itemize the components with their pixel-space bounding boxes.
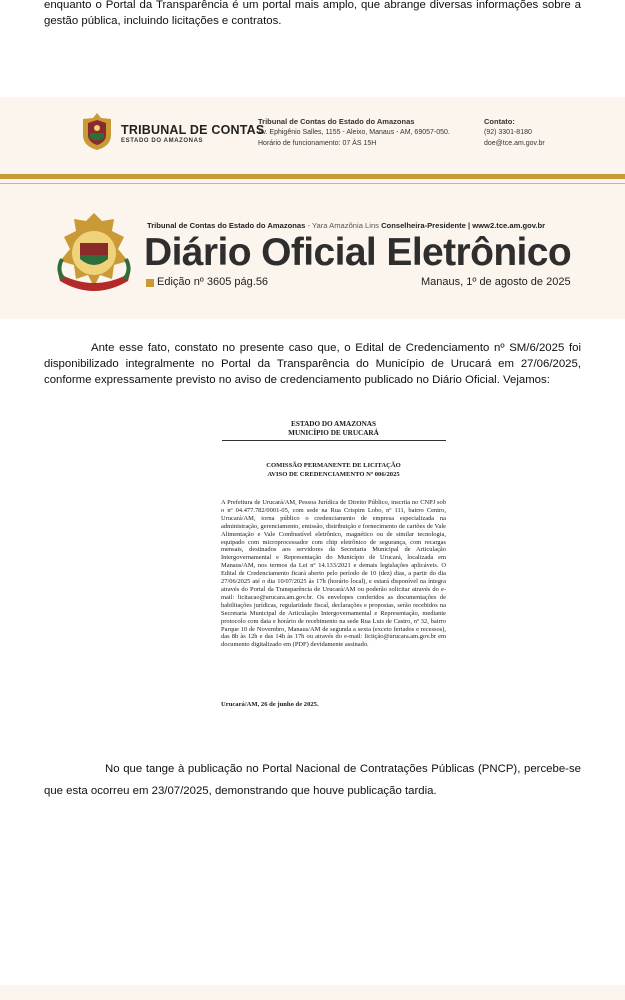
tce-crest-icon	[78, 111, 116, 151]
clipping-notice: AVISO DE CREDENCIAMENTO Nº 006/2025	[267, 470, 400, 478]
edition-date: Manaus, 1º de agosto de 2025	[421, 276, 571, 288]
gold-divider	[0, 174, 625, 179]
tce-subtitle: ESTADO DO AMAZONAS	[121, 138, 204, 144]
address-title: Tribunal de Contas do Estado do Amazonas	[258, 117, 415, 126]
clipping-municipality: MUNICÍPIO DE URUCARÁ	[288, 429, 379, 437]
meta-org: Tribunal de Contas do Estado do Amazonas	[147, 221, 306, 230]
opening-hours: Horário de funcionamento: 07 ÀS 15H	[258, 140, 377, 147]
clipping-signature: Urucará/AM, 26 de junho de 2025.	[221, 701, 319, 708]
contact-email: doe@tce.am.gov.br	[484, 140, 545, 147]
address-line: Av. Ephigênio Salles, 1155 - Aleixo, Manaus - AM, 69057-050.	[258, 129, 450, 136]
clipping-body: A Prefeitura de Urucará/AM, Pessoa Jurídica de Direito Público, inscrita no CNPJ sob o nº 04.477.782/0001-05, com sede na Rua Crispim Lobo, nº 111, bairro Centro, Urucará/AM, torna público o credenciamento de empresa especializada na administração, gerenciamento, emissão, distribuição e fornecimento de cartões de Vale Alimentação e Vale Combustível eletrônico, magnético ou de similar tecnologia, equipado com microprocessador com chip eletrônico de segurança, com recargas mensais, destinados aos servidores da Secretaria Municipal de Articulação Intergovernamental e Representação do Município de Urucará, localizada em Manaus/AM, nos termos da Lei nº 14.133/2021 e demais legislações aplicáveis. O Edital de Credenciamento ficará aberto pelo período de 10 (dez) dias, a partir do dia 27/06/2025 até o dia 10/07/2025 às 17h (horário local), e estará disponível na íntegra através do Portal da Transparência de Urucará/AM ou poderão solicitar através do e-mail: licitacao@urucara.am.gov.br. Os envelopes conferidos as documentações de habilitações jurídicas, regularidade fiscal, declarações e propostas, serão recebidos na Secretaria Municipal de Articulação Intergovernamental e Representação, mediante protocolo com data e horário de recebimento na sede Rua Luis de Castro, nº 32, bairro Parque 10 de Novembro, Manaus/AM de segunda a sexta (exceto feriados e recessos), das 8h às 12h e das 14h às 17h ou através do e-mail: licitção@urucara.am.gov.br em documento digitalizado em (PDF) devidamente assinado.	[221, 499, 446, 649]
clipping-titles	[220, 462, 447, 479]
square-bullet-icon	[146, 279, 154, 287]
clipping-commission: COMISSÃO PERMANENTE DE LICITAÇÃO	[266, 462, 401, 469]
clipping-header	[220, 420, 447, 438]
diario-oficial-header	[0, 97, 625, 319]
tce-name: TRIBUNAL DE CONTAS	[121, 123, 265, 137]
state-seal-icon	[52, 209, 137, 299]
intro-paragraph: enquanto o Portal da Transparência é um portal mais amplo, que abrange diversas informações sobre a gestão pública, incluindo licitações e contratos.	[44, 0, 581, 27]
pncp-paragraph: No que tange à publicação no Portal Nacional de Contratações Públicas (PNCP), percebe-se que esta ocorreu em 23/07/2025, demonstrando que houve publicação tardia.	[44, 763, 581, 797]
diario-title: Diário Oficial Eletrônico	[144, 231, 572, 274]
ante-paragraph: Ante esse fato, constato no presente caso que, o Edital de Credenciamento nº SM/6/2025 foi disponibilizado integralmente no Portal da Transparência do Município de Urucará em 27/06/2025, conforme expressamente previsto no aviso de credenciamento publicado no Diário Oficial. Vejamos:	[44, 342, 581, 386]
gold-divider-thin	[0, 183, 625, 184]
contact-title: Contato:	[484, 117, 515, 126]
header-meta-line	[147, 221, 545, 230]
contact-phone: (92) 3301-8180	[484, 129, 532, 136]
clipping-rule	[222, 440, 446, 441]
edition-label: Edição nº 3605 pág.56	[157, 276, 269, 288]
credenciamento-notice-clipping	[220, 414, 447, 718]
clipping-state: ESTADO DO AMAZONAS	[291, 420, 376, 428]
footer-band	[0, 985, 625, 1000]
meta-person: - Yara Amazônia Lins	[305, 221, 382, 230]
meta-role: Conselheira-Presidente | www2.tce.am.gov.br	[381, 221, 546, 230]
